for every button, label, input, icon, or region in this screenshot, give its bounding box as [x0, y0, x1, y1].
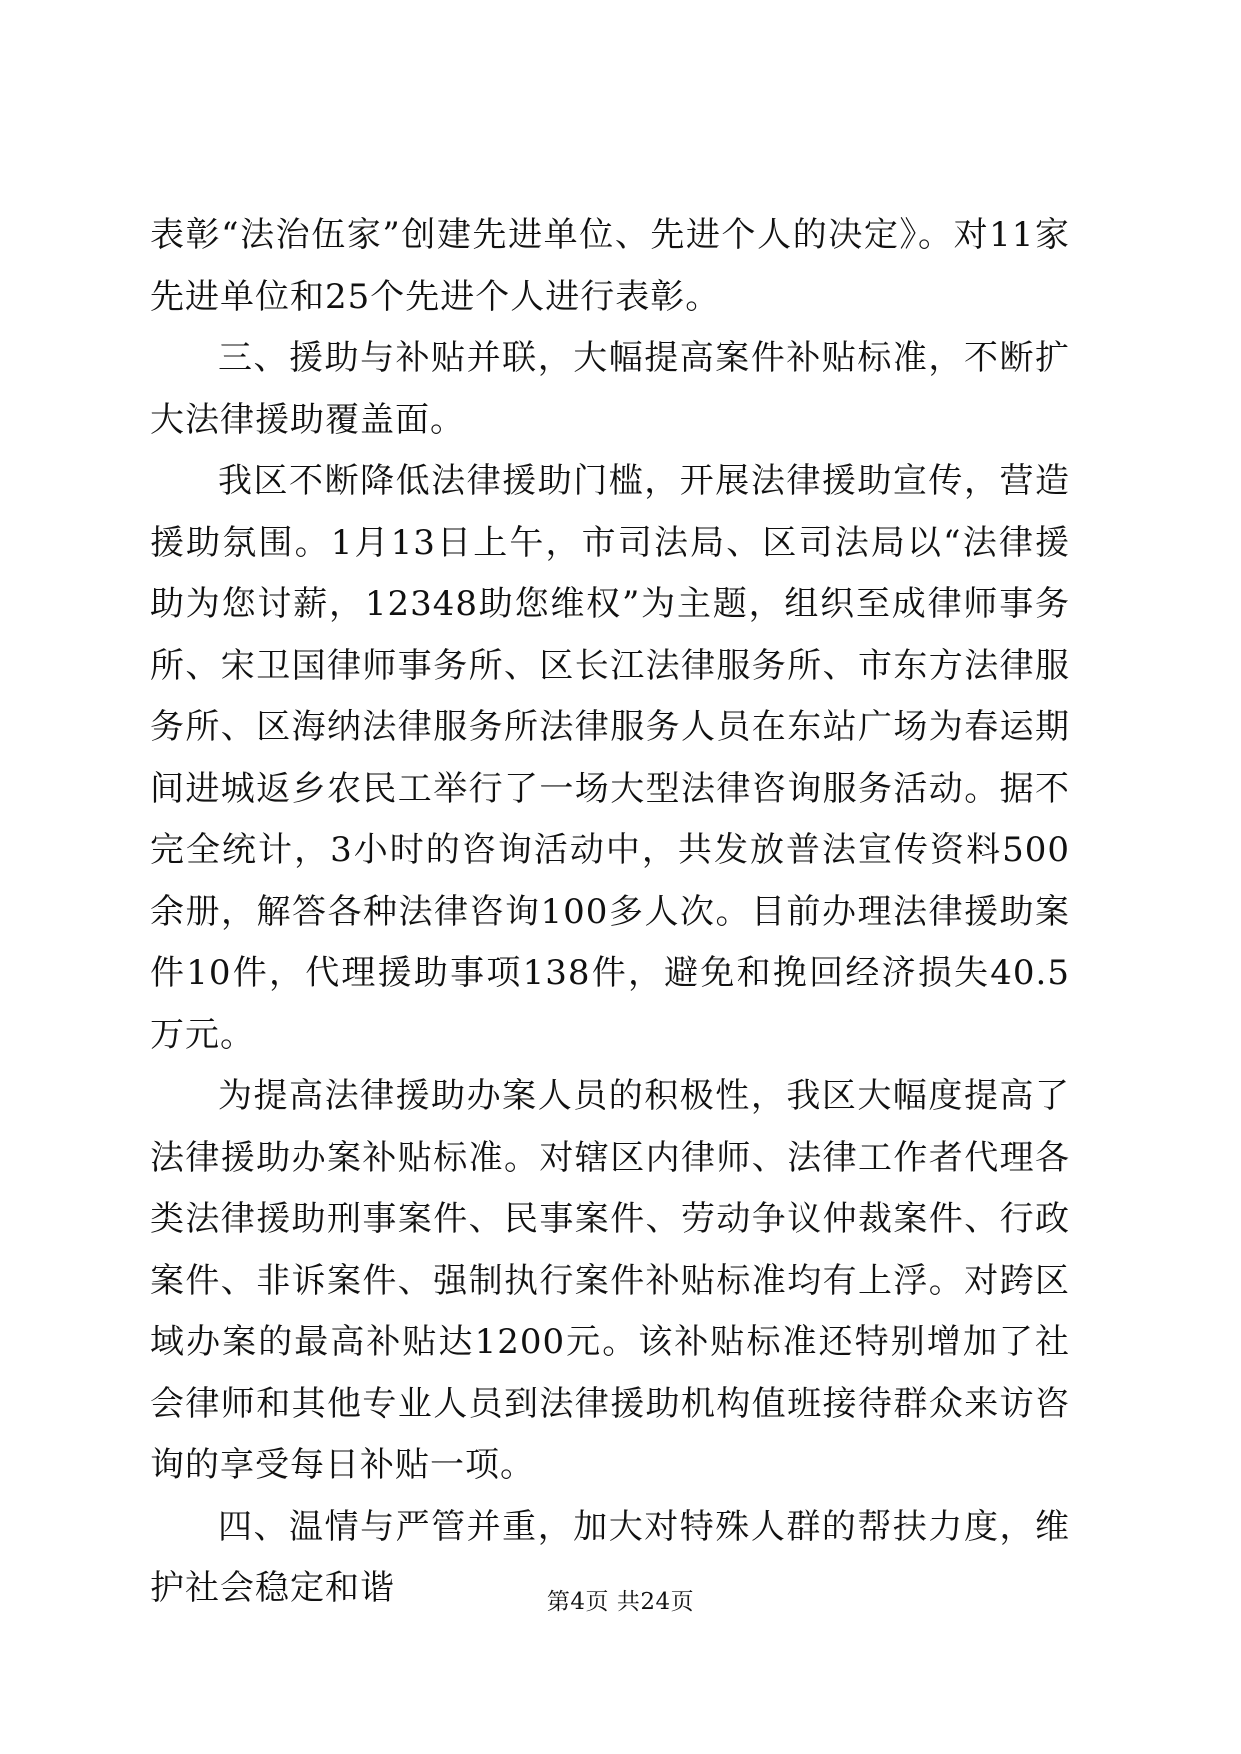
paragraph-commendation-continued: 表彰“法治伍家”创建先进单位、先进个人的决定》。对11家先进单位和25个先进个人进行表彰。 [150, 215, 1070, 317]
paragraph-legal-aid-publicity: 我区不断降低法律援助门槛，开展法律援助宣传，营造援助氛围。1月13日上午，市司法局、区司法局以“法律援助为您讨薪，12348助您维权”为主题，组织至成律师事务所、宋卫国律师事务所、区长江法律服务所、市东方法律服务所、区海纳法律服务所法律服务人员在东站广场为春运期间进城返乡农民工举行了一场大型法律咨询服务活动。据不完全统计，3小时的咨询活动中，共发放普法宣传资料500余册，解答各种法律咨询100多人次。目前办理法律援助案件10件，代理援助事项138件，避免和挽回经济损失40.5万元。 [150, 461, 1070, 1055]
paragraph-subsidy-standard: 为提高法律援助办案人员的积极性，我区大幅度提高了法律援助办案补贴标准。对辖区内律师、法律工作者代理各类法律援助刑事案件、民事案件、劳动争议仲裁案件、行政案件、非诉案件、强制执行案件补贴标准均有上浮。对跨区域办案的最高补贴达1200元。该补贴标准还特别增加了社会律师和其他专业人员到法律援助机构值班接待群众来访咨询的享受每日补贴一项。 [150, 1076, 1070, 1485]
document-body [150, 205, 1070, 1620]
section-heading-three: 三、援助与补贴并联，大幅提高案件补贴标准，不断扩大法律援助覆盖面。 [150, 338, 1070, 440]
page-number-footer: 第4页 共24页 [546, 1589, 695, 1615]
section-heading-four: 四、温情与严管并重，加大对特殊人群的帮扶力度，维护社会稳定和谐 [150, 1506, 1070, 1608]
